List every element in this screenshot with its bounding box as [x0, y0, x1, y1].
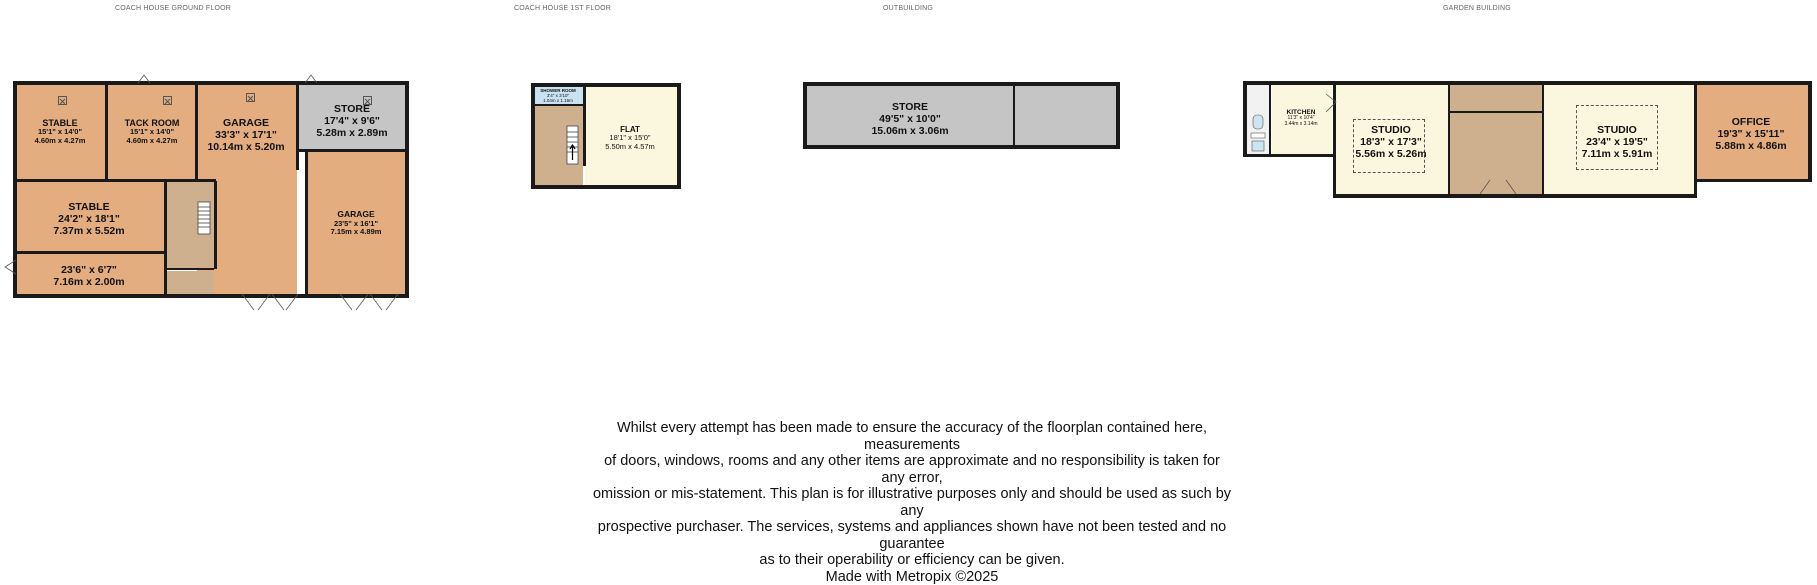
- room-imperial: 24'2" x 18'1": [53, 213, 124, 225]
- disclaimer-line: of doors, windows, rooms and any other items are approximate and no responsibility is taken for any error,: [592, 453, 1232, 486]
- door-icon: [1324, 92, 1338, 114]
- room-metric: 5.56m x 5.26m: [1355, 148, 1426, 160]
- label-stable-2: [53, 201, 124, 237]
- room-metric: 7.37m x 5.52m: [53, 225, 124, 237]
- label-studio-1: [1355, 124, 1426, 160]
- door-icon: [3, 258, 17, 276]
- disclaimer-line: omission or mis-statement. This plan is for illustrative purposes only and should be used as such by any: [592, 486, 1232, 519]
- room-name: GARAGE: [207, 117, 284, 129]
- room-name: OFFICE: [1715, 116, 1786, 128]
- room-imperial: 15'1" x 14'0": [125, 128, 180, 137]
- garage-doors-icon: [240, 292, 300, 314]
- wall: [1808, 81, 1812, 182]
- room-name: SHOWER ROOM: [540, 88, 576, 93]
- wall: [16, 251, 166, 254]
- wall: [1542, 84, 1544, 194]
- room-imperial: 33'3" x 17'1": [207, 129, 284, 141]
- room-metric: 7.11m x 5.91m: [1582, 148, 1653, 160]
- wall: [1694, 179, 1811, 182]
- disclaimer-line: Whilst every attempt has been made to ensure the accuracy of the floorplan contained here, measurements: [592, 420, 1232, 453]
- room-metric: 15.06m x 3.06m: [871, 125, 948, 137]
- room-name: STABLE: [53, 201, 124, 213]
- section-title-outbuilding: OUTBUILDING: [883, 5, 933, 12]
- wall: [1243, 154, 1336, 157]
- room-metric: 5.88m x 4.86m: [1715, 140, 1786, 152]
- room-metric: 7.15m x 4.89m: [331, 228, 382, 237]
- room-metric: 1.04m x 1.16m: [540, 98, 576, 103]
- wall: [166, 268, 214, 270]
- room-metric: 4.60m x 4.27m: [125, 137, 180, 146]
- room-metric: 5.28m x 2.89m: [316, 127, 387, 139]
- room-name: TACK ROOM: [125, 118, 180, 128]
- wall: [1450, 111, 1542, 113]
- room-name: STABLE: [35, 118, 86, 128]
- bathroom-fixtures-icon: [1249, 113, 1267, 153]
- disclaimer-line: as to their operability or efficiency can be given.: [592, 552, 1232, 569]
- section-title-ground-floor: COACH HOUSE GROUND FLOOR: [115, 5, 231, 12]
- room-name: KITCHEN: [1284, 109, 1317, 116]
- room-name: FLAT: [605, 125, 655, 134]
- wall: [1243, 81, 1247, 157]
- room-imperial: 18'1" x 15'0": [605, 134, 655, 143]
- label-bottom-room: [53, 264, 124, 288]
- room-imperial: 17'4" x 9'6": [316, 115, 387, 127]
- label-studio-2: [1582, 124, 1653, 160]
- label-office: [1715, 116, 1786, 152]
- wall: [1269, 84, 1271, 154]
- section-title-first-floor: COACH HOUSE 1ST FLOOR: [514, 5, 611, 12]
- room-imperial: 15'1" x 14'0": [35, 128, 86, 137]
- room-name: GARAGE: [331, 210, 382, 220]
- wall: [1243, 81, 1811, 85]
- label-kitchen: [1284, 109, 1317, 128]
- room-name: STORE: [316, 103, 387, 115]
- section-title-garden-building: GARDEN BUILDING: [1443, 5, 1511, 12]
- room-metric: 10.14m x 5.20m: [207, 141, 284, 153]
- room-metric: 5.50m x 4.57m: [605, 143, 655, 152]
- room-metric: 7.16m x 2.00m: [53, 276, 124, 288]
- room-metric: 3.44m x 3.14m: [1284, 122, 1317, 128]
- label-garage-2: [331, 210, 382, 237]
- disclaimer-text: [592, 420, 1232, 585]
- disclaimer-line: Made with Metropix ©2025: [592, 569, 1232, 585]
- double-doors-icon: [1478, 176, 1518, 196]
- room-imperial: 18'3" x 17'3": [1355, 136, 1426, 148]
- garden-building-plan: [0, 0, 1817, 200]
- room-imperial: 11'3" x 10'4": [1284, 116, 1317, 122]
- garage-doors-icon: [338, 292, 400, 314]
- room-metric: 4.60m x 4.27m: [35, 137, 86, 146]
- room-imperial: 23'6" x 6'7": [53, 264, 124, 276]
- disclaimer-line: prospective purchaser. The services, systems and appliances shown have not been tested and no guarantee: [592, 519, 1232, 552]
- room-name: STUDIO: [1582, 124, 1653, 136]
- room-imperial: 19'3" x 15'11": [1715, 128, 1786, 140]
- room-name: STORE: [871, 101, 948, 113]
- room-imperial: 3'4" x 3'10": [540, 93, 576, 98]
- room-imperial: 49'5" x 10'0": [871, 113, 948, 125]
- room-imperial: 23'4" x 19'5": [1582, 136, 1653, 148]
- room-imperial: 23'5" x 16'1": [331, 220, 382, 229]
- staircase-icon: [196, 200, 212, 236]
- wall: [1448, 84, 1450, 194]
- room-entrance: [166, 271, 214, 294]
- room-name: STUDIO: [1355, 124, 1426, 136]
